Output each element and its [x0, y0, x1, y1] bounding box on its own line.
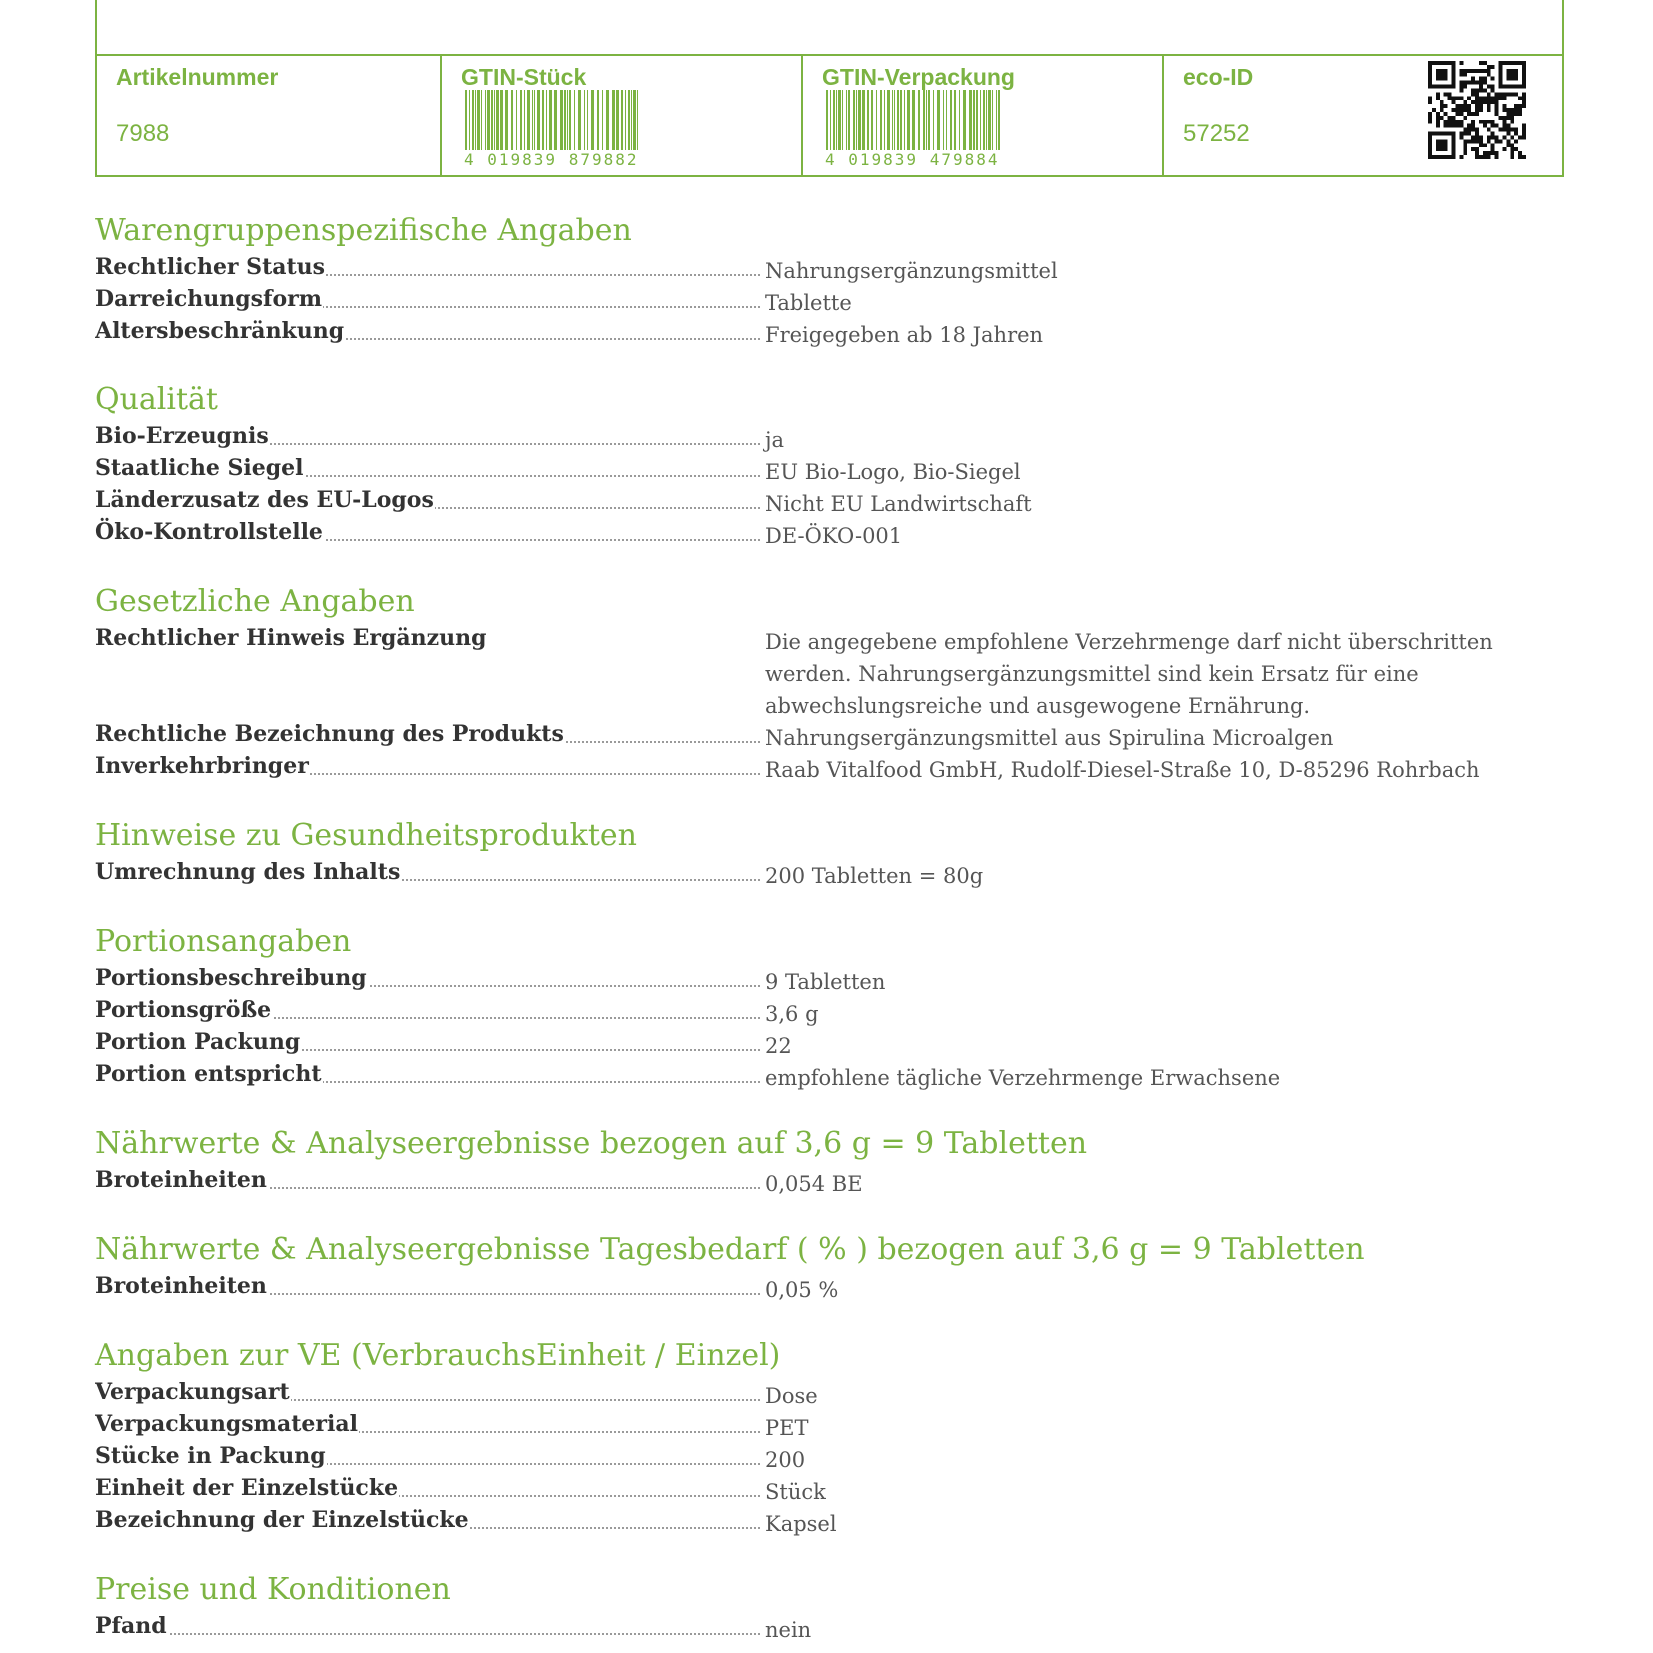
info-row	[95, 718, 1555, 750]
row-label: Portionsbeschreibung	[95, 965, 367, 991]
row-value: PET	[765, 1416, 809, 1440]
row-value: 200	[765, 1448, 806, 1472]
info-row	[95, 750, 1555, 782]
gtin-verpackung-cell	[803, 56, 1162, 175]
row-value: Nicht EU Landwirtschaft	[765, 492, 1032, 516]
row-label: Portionsgröße	[95, 997, 272, 1023]
row-label: Portion entspricht	[95, 1061, 322, 1087]
qr-code-icon	[1428, 61, 1526, 159]
gtin-stueck-code: 4 019839 879882	[464, 150, 639, 169]
eco-id-title: eco-ID	[1183, 64, 1254, 90]
info-row	[95, 315, 1555, 347]
info-row	[95, 283, 1555, 315]
gtin-stueck-barcode-icon	[464, 90, 642, 150]
row-value: 0,054 BE	[765, 1172, 863, 1196]
row-value: DE-ÖKO-001	[765, 524, 903, 548]
section-title: Warengruppenspezifische Angaben	[95, 213, 632, 248]
row-value: Stück	[765, 1480, 826, 1504]
info-row	[95, 994, 1555, 1026]
row-label: Broteinheiten	[95, 1167, 267, 1193]
eco-id-value: 57252	[1183, 120, 1250, 147]
section-title: Preise und Konditionen	[95, 1572, 451, 1607]
row-value: Kapsel	[765, 1512, 837, 1536]
row-label: Altersbeschränkung	[95, 318, 345, 344]
product-id-box	[95, 0, 1564, 177]
section-warengruppen	[95, 211, 1555, 347]
row-label: Rechtlicher Hinweis Ergänzung	[95, 625, 487, 651]
row-value: 3,6 g	[765, 1002, 819, 1026]
info-row	[95, 1270, 1555, 1302]
row-value: nein	[765, 1618, 812, 1642]
artikelnummer-value: 7988	[116, 120, 170, 147]
info-row	[95, 1376, 1555, 1408]
row-label: Stücke in Packung	[95, 1443, 326, 1469]
row-label: Broteinheiten	[95, 1273, 267, 1299]
info-row	[95, 452, 1555, 484]
gtin-verpackung-title: GTIN-Verpackung	[822, 64, 1015, 90]
section-title: Gesetzliche Angaben	[95, 584, 415, 619]
row-value: empfohlene tägliche Verzehrmenge Erwachsene	[765, 1066, 1281, 1090]
info-row	[95, 251, 1555, 283]
row-label: Bio-Erzeugnis	[95, 423, 269, 449]
row-value: 200 Tabletten = 80g	[765, 864, 984, 888]
info-row	[95, 1058, 1555, 1090]
info-row	[95, 1504, 1555, 1536]
row-label: Verpackungsart	[95, 1379, 290, 1405]
info-row	[95, 622, 1555, 718]
section-title: Angaben zur VE (VerbrauchsEinheit / Einzel)	[95, 1338, 781, 1373]
row-label: Rechtliche Bezeichnung des Produkts	[95, 721, 564, 747]
info-row	[95, 1610, 1555, 1642]
info-row	[95, 1164, 1555, 1196]
section-title: Nährwerte & Analyseergebnisse bezogen auf 3,6 g = 9 Tabletten	[95, 1126, 1088, 1161]
gtin-verpackung-barcode-icon	[825, 90, 1003, 150]
row-value: 9 Tabletten	[765, 970, 886, 994]
section-gesetzlich	[95, 582, 1555, 782]
row-value: EU Bio-Logo, Bio-Siegel	[765, 460, 1021, 484]
info-row	[95, 1440, 1555, 1472]
gtin-stueck-title: GTIN-Stück	[461, 64, 587, 90]
header-top-band	[97, 0, 1562, 56]
row-label: Portion Packung	[95, 1029, 301, 1055]
info-row	[95, 420, 1555, 452]
section-title: Qualität	[95, 382, 218, 417]
section-title: Portionsangaben	[95, 924, 352, 959]
row-label: Öko-Kontrollstelle	[95, 519, 323, 545]
row-label: Staatliche Siegel	[95, 455, 304, 481]
row-label: Bezeichnung der Einzelstücke	[95, 1507, 469, 1533]
info-row	[95, 962, 1555, 994]
section-tagesbedarf	[95, 1230, 1555, 1302]
row-label: Verpackungsmaterial	[95, 1411, 358, 1437]
section-gesundheit	[95, 816, 1555, 888]
row-value: Die angegebene empfohlene Verzehrmenge darf nicht überschritten werden. Nahrungsergänzungsmittel sind kein Ersatz für eine abwechslungsreiche und ausgewogene Ernährung.	[765, 630, 1493, 718]
row-value: Nahrungsergänzungsmittel	[765, 259, 1058, 283]
row-value: 0,05 %	[765, 1278, 839, 1302]
info-row	[95, 856, 1555, 888]
row-value: Freigegeben ab 18 Jahren	[765, 323, 1044, 347]
row-value: Dose	[765, 1384, 818, 1408]
row-value: ja	[765, 428, 785, 452]
artikelnummer-title: Artikelnummer	[116, 64, 279, 90]
info-row	[95, 516, 1555, 548]
row-value: Raab Vitalfood GmbH, Rudolf-Diesel-Straße 10, D-85296 Rohrbach	[765, 758, 1480, 782]
info-row	[95, 1026, 1555, 1058]
section-naehrwerte	[95, 1124, 1555, 1196]
row-label: Umrechnung des Inhalts	[95, 859, 401, 885]
gtin-stueck-cell	[442, 56, 801, 175]
row-label: Rechtlicher Status	[95, 254, 326, 280]
gtin-verpackung-code: 4 019839 479884	[825, 150, 1000, 169]
info-row	[95, 484, 1555, 516]
section-portionen	[95, 922, 1555, 1090]
section-title: Hinweise zu Gesundheitsprodukten	[95, 818, 637, 853]
info-row	[95, 1472, 1555, 1504]
section-preise	[95, 1570, 1555, 1642]
row-label: Darreichungsform	[95, 286, 323, 312]
section-title: Nährwerte & Analyseergebnisse Tagesbedarf ( % ) bezogen auf 3,6 g = 9 Tabletten	[95, 1232, 1365, 1267]
row-value: 22	[765, 1034, 792, 1058]
section-qualitaet	[95, 380, 1555, 548]
row-label: Länderzusatz des EU-Logos	[95, 487, 434, 513]
row-label: Inverkehrbringer	[95, 753, 309, 779]
info-row	[95, 1408, 1555, 1440]
artikelnummer-cell	[97, 56, 440, 175]
row-label: Einheit der Einzelstücke	[95, 1475, 399, 1501]
row-value: Nahrungsergänzungsmittel aus Spirulina Microalgen	[765, 726, 1334, 750]
section-ve	[95, 1336, 1555, 1536]
row-value: Tablette	[765, 291, 852, 315]
row-label: Pfand	[95, 1613, 167, 1639]
